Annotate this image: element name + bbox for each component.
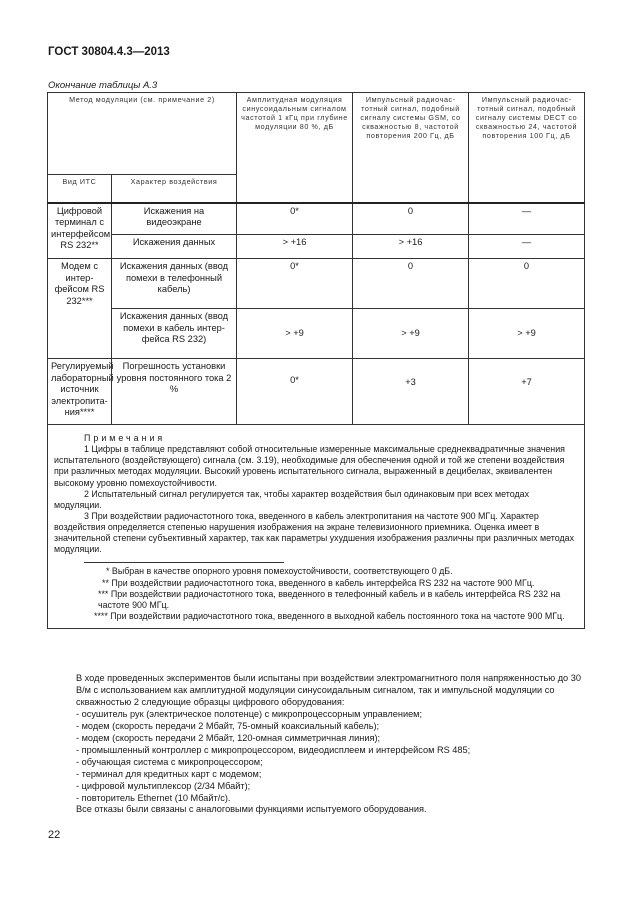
value-cell: +3 bbox=[353, 359, 469, 425]
head-effect: Характер воздействия bbox=[112, 175, 237, 203]
intro-paragraph: В ходе проведенных экспериментов были испытаны при воздействии электромагнитного поля напряженностью до 30 В/м с использованием как амплитудной модуляции синусоидальным сигналом, так и импульсной модуляции со скважностью 2 следующие образцы цифрового оборудования: bbox=[76, 673, 581, 707]
head-device: Вид ИТС bbox=[48, 175, 112, 203]
value-cell: > +9 bbox=[469, 309, 585, 359]
table-row bbox=[48, 359, 585, 425]
head-method: Метод модуляции (см. примечание 2) bbox=[48, 93, 237, 175]
table-row bbox=[48, 309, 585, 359]
footnote-2: ** При воздействии радиочастотного тока, введенного в кабель интерфейса RS 232 на частоте 900 МГц. bbox=[102, 577, 535, 588]
page-number: 22 bbox=[48, 829, 61, 841]
document-header: ГОСТ 30804.4.3—2013 bbox=[48, 46, 170, 58]
footnote-1: * Выбран в качестве опорного уровня помехоустойчивости, соответствующего 0 дБ. bbox=[106, 566, 453, 577]
device-cell: Цифровой терминал с интерфейсом RS 232** bbox=[48, 203, 112, 259]
head-gsm: Импульсный радиочастотный сигнал, подобный сигналу системы GSM, со скважностью 8, частотой повторения 200 Гц, дБ bbox=[353, 93, 469, 203]
effect-cell: Погрешность установки уровня постоянного тока 2 % bbox=[112, 359, 237, 425]
value-cell: > +16 bbox=[237, 235, 353, 259]
list-item: - модем (скорость передачи 2 Мбайт, 120-омная симметричная линия); bbox=[76, 732, 381, 743]
table-caption: Окончание таблицы А.3 bbox=[48, 80, 158, 91]
value-cell: 0 bbox=[353, 259, 469, 309]
value-cell: — bbox=[469, 235, 585, 259]
effect-cell: Искажения данных bbox=[112, 235, 237, 259]
device-cell: Модем с интерфейсом RS 232*** bbox=[48, 259, 112, 359]
effect-cell: Искажения данных (ввод помехи в кабель интерфейса RS 232) bbox=[112, 309, 237, 359]
table-row bbox=[48, 203, 585, 235]
note-1: 1 Цифры в таблице представляют собой относительные измеренные максимальные среднеквадратичные значения испытательного (воздействующего) сигнала (см. 3.19), необходимые для обеспечения одной и той же степени воздействия при различных методах модуляции. Высокий уровень испытательного сигнала, выраженный в децибелах, эквивалентен высокому уровню помехоустойчивости. bbox=[54, 444, 565, 488]
value-cell: 0 bbox=[469, 259, 585, 309]
effect-cell: Искажения данных (ввод помехи в телефонный кабель) bbox=[112, 259, 237, 309]
note-2: 2 Испытательный сигнал регулируется так, чтобы характер воздействия был одинаковым при всех методах модуляции. bbox=[54, 488, 530, 510]
value-cell: 0* bbox=[237, 203, 353, 235]
value-cell: > +9 bbox=[353, 309, 469, 359]
table-notes bbox=[48, 425, 585, 629]
value-cell: 0* bbox=[237, 259, 353, 309]
list-item: - осушитель рук (электрическое полотенце) с микропроцессорным управлением; bbox=[76, 708, 423, 719]
value-cell: 0 bbox=[353, 203, 469, 235]
list-item: - промышленный контроллер с микропроцессором, видеодисплеем и интерфейсом RS 485; bbox=[76, 744, 471, 755]
notes-title: Примечания bbox=[84, 433, 166, 443]
table-row bbox=[48, 259, 585, 309]
body-text bbox=[76, 673, 582, 816]
list-item: - обучающая система с микропроцессором; bbox=[76, 756, 263, 767]
device-cell: Регулируемый лабораторный источник электропитания**** bbox=[48, 359, 112, 425]
value-cell: +7 bbox=[469, 359, 585, 425]
footnote-4: **** При воздействии радиочастотного тока, введенного в выходной кабель постоянного тока на частоте 900 МГц. bbox=[94, 610, 565, 621]
list-item: - модем (скорость передачи 2 Мбайт, 75-омный коаксиальный кабель); bbox=[76, 720, 380, 731]
table-row bbox=[48, 235, 585, 259]
list-item: - терминал для кредитных карт с модемом; bbox=[76, 768, 262, 779]
value-cell: > +9 bbox=[237, 309, 353, 359]
footnote-divider bbox=[84, 562, 284, 563]
value-cell: 0* bbox=[237, 359, 353, 425]
modulation-table bbox=[47, 92, 585, 629]
list-item: - цифровой мультиплексор (2/34 Мбайт); bbox=[76, 780, 251, 791]
value-cell: — bbox=[469, 203, 585, 235]
effect-cell: Искажения на видеоэкране bbox=[112, 203, 237, 235]
outro-paragraph: Все отказы были связаны с аналоговыми функциями испытуемого оборудования. bbox=[76, 804, 427, 815]
list-item: - повторитель Ethernet (10 Мбайт/с). bbox=[76, 792, 231, 803]
head-dect: Импульсный радиочастотный сигнал, подобный сигналу системы DECT со скважностью 24, частотой повторения 100 Гц, дБ bbox=[469, 93, 585, 203]
note-3: 3 При воздействии радиочастотного тока, введенного в кабель электропитания на частоте 900 МГц. Характер воздействия определяется степенью нарушения изображения на экране телевизионного приемника. Оценка имеет в значительной степени субъективный характер, так как параметры ухудшения изображения различны при различных методах модуляции. bbox=[54, 510, 575, 555]
footnote-3: *** При воздействии радиочастотного тока, введенного в телефонный кабель и в кабель интерфейса RS 232 на частоте 900 МГц. bbox=[98, 588, 561, 610]
value-cell: > +16 bbox=[353, 235, 469, 259]
head-am: Амплитудная модуляция синусоидальным сигналом частотой 1 кГц при глубине модуляции 80 %, дБ bbox=[237, 93, 353, 203]
